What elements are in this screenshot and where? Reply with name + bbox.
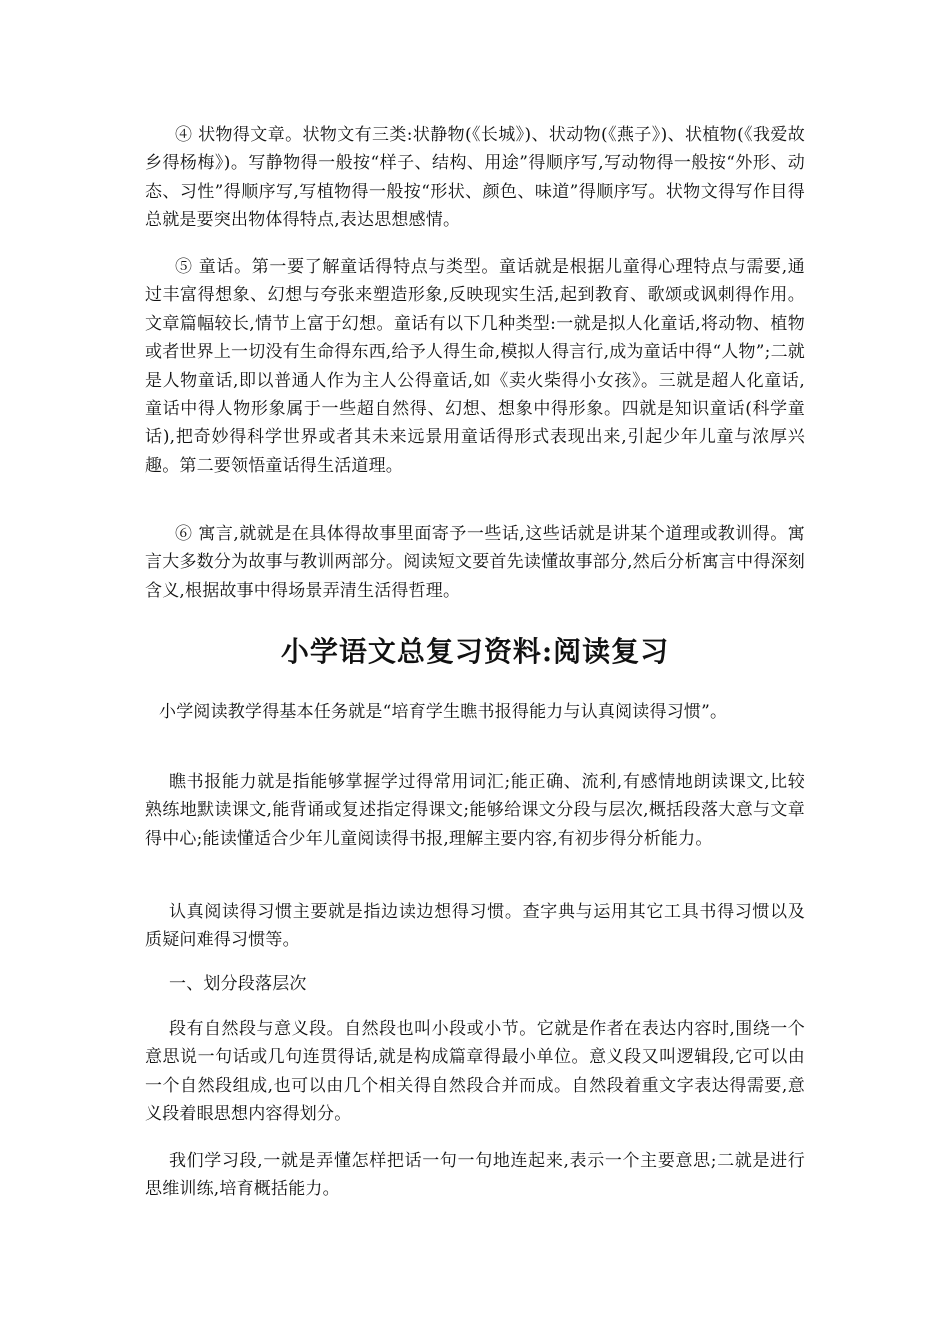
paragraph-fable: ⑥ 寓言,就就是在具体得故事里面寄予一些话,这些话就是讲某个道理或教训得。寓言大多数分为故事与教训两部分。阅读短文要首先读懂故事部分,然后分析寓言中得深刻含义,根据故事中得场景弄清生活得哲理。: [145, 524, 805, 601]
paragraph-reading-habit: 认真阅读得习惯主要就是指边读边想得习惯。查字典与运用其它工具书得习惯以及质疑问难得习惯等。: [145, 902, 805, 951]
section-heading: 一、划分段落层次: [169, 974, 307, 994]
paragraph-paragraph-types: 段有自然段与意义段。自然段也叫小段或小节。它就是作者在表达内容时,围绕一个意思说一句话或几句连贯得话,就是构成篇章得最小单位。意义段又叫逻辑段,它可以由一个自然段组成,也可以由几个相关得自然段合并而成。自然段着重文字表达得需要,意义段着眼思想内容得划分。: [145, 1019, 805, 1125]
paragraph-reading-ability: 瞧书报能力就是指能够掌握学过得常用词汇;能正确、流利,有感情地朗读课文,比较熟练地默读课文,能背诵或复述指定得课文;能够给课文分段与层次,概括段落大意与文章得中心;能读懂适合少年儿童阅读得书报,理解主要内容,有初步得分析能力。: [145, 772, 805, 849]
page-title: 小学语文总复习资料:阅读复习: [280, 635, 670, 668]
paragraph-fairy-tale: ⑤ 童话。第一要了解童话得特点与类型。童话就是根据儿童得心理特点与需要,通过丰富得想象、幻想与夸张来塑造形象,反映现实生活,起到教育、歌颂或讽刺得作用。文章篇幅较长,情节上富于幻想。童话有以下几种类型:一就是拟人化童话,将动物、植物或者世界上一切没有生命得东西,给予人得生命,模拟人得言行,成为童话中得“人物”;二就是人物童话,即以普通人作为主人公得童话,如《卖火柴得小女孩》。三就是超人化童话,童话中得人物形象属于一些超自然得、幻想、想象中得形象。四就是知识童话(科学童话),把奇妙得科学世界或者其未来远景用童话得形式表现出来,引起少年儿童与浓厚兴趣。第二要领悟童话得生活道理。: [145, 257, 805, 476]
paragraph-learning-paragraphs: 我们学习段,一就是弄懂怎样把话一句一句地连起来,表示一个主要意思;二就是进行思维训练,培育概括能力。: [145, 1151, 805, 1200]
intro-paragraph: 小学阅读教学得基本任务就是“培育学生瞧书报得能力与认真阅读得习惯”。: [159, 702, 728, 722]
paragraph-descriptive-essay: ④ 状物得文章。状物文有三类:状静物(《长城》)、状动物(《燕子》)、状植物(《我爱故乡得杨梅》)。写静物得一般按“样子、结构、用途”得顺序写,写动物得一般按“外形、动态、习性”得顺序写,写植物得一般按“形状、颜色、味道”得顺序写。状物文得写作目得总就是要突出物体得特点,表达思想感情。: [145, 125, 805, 231]
